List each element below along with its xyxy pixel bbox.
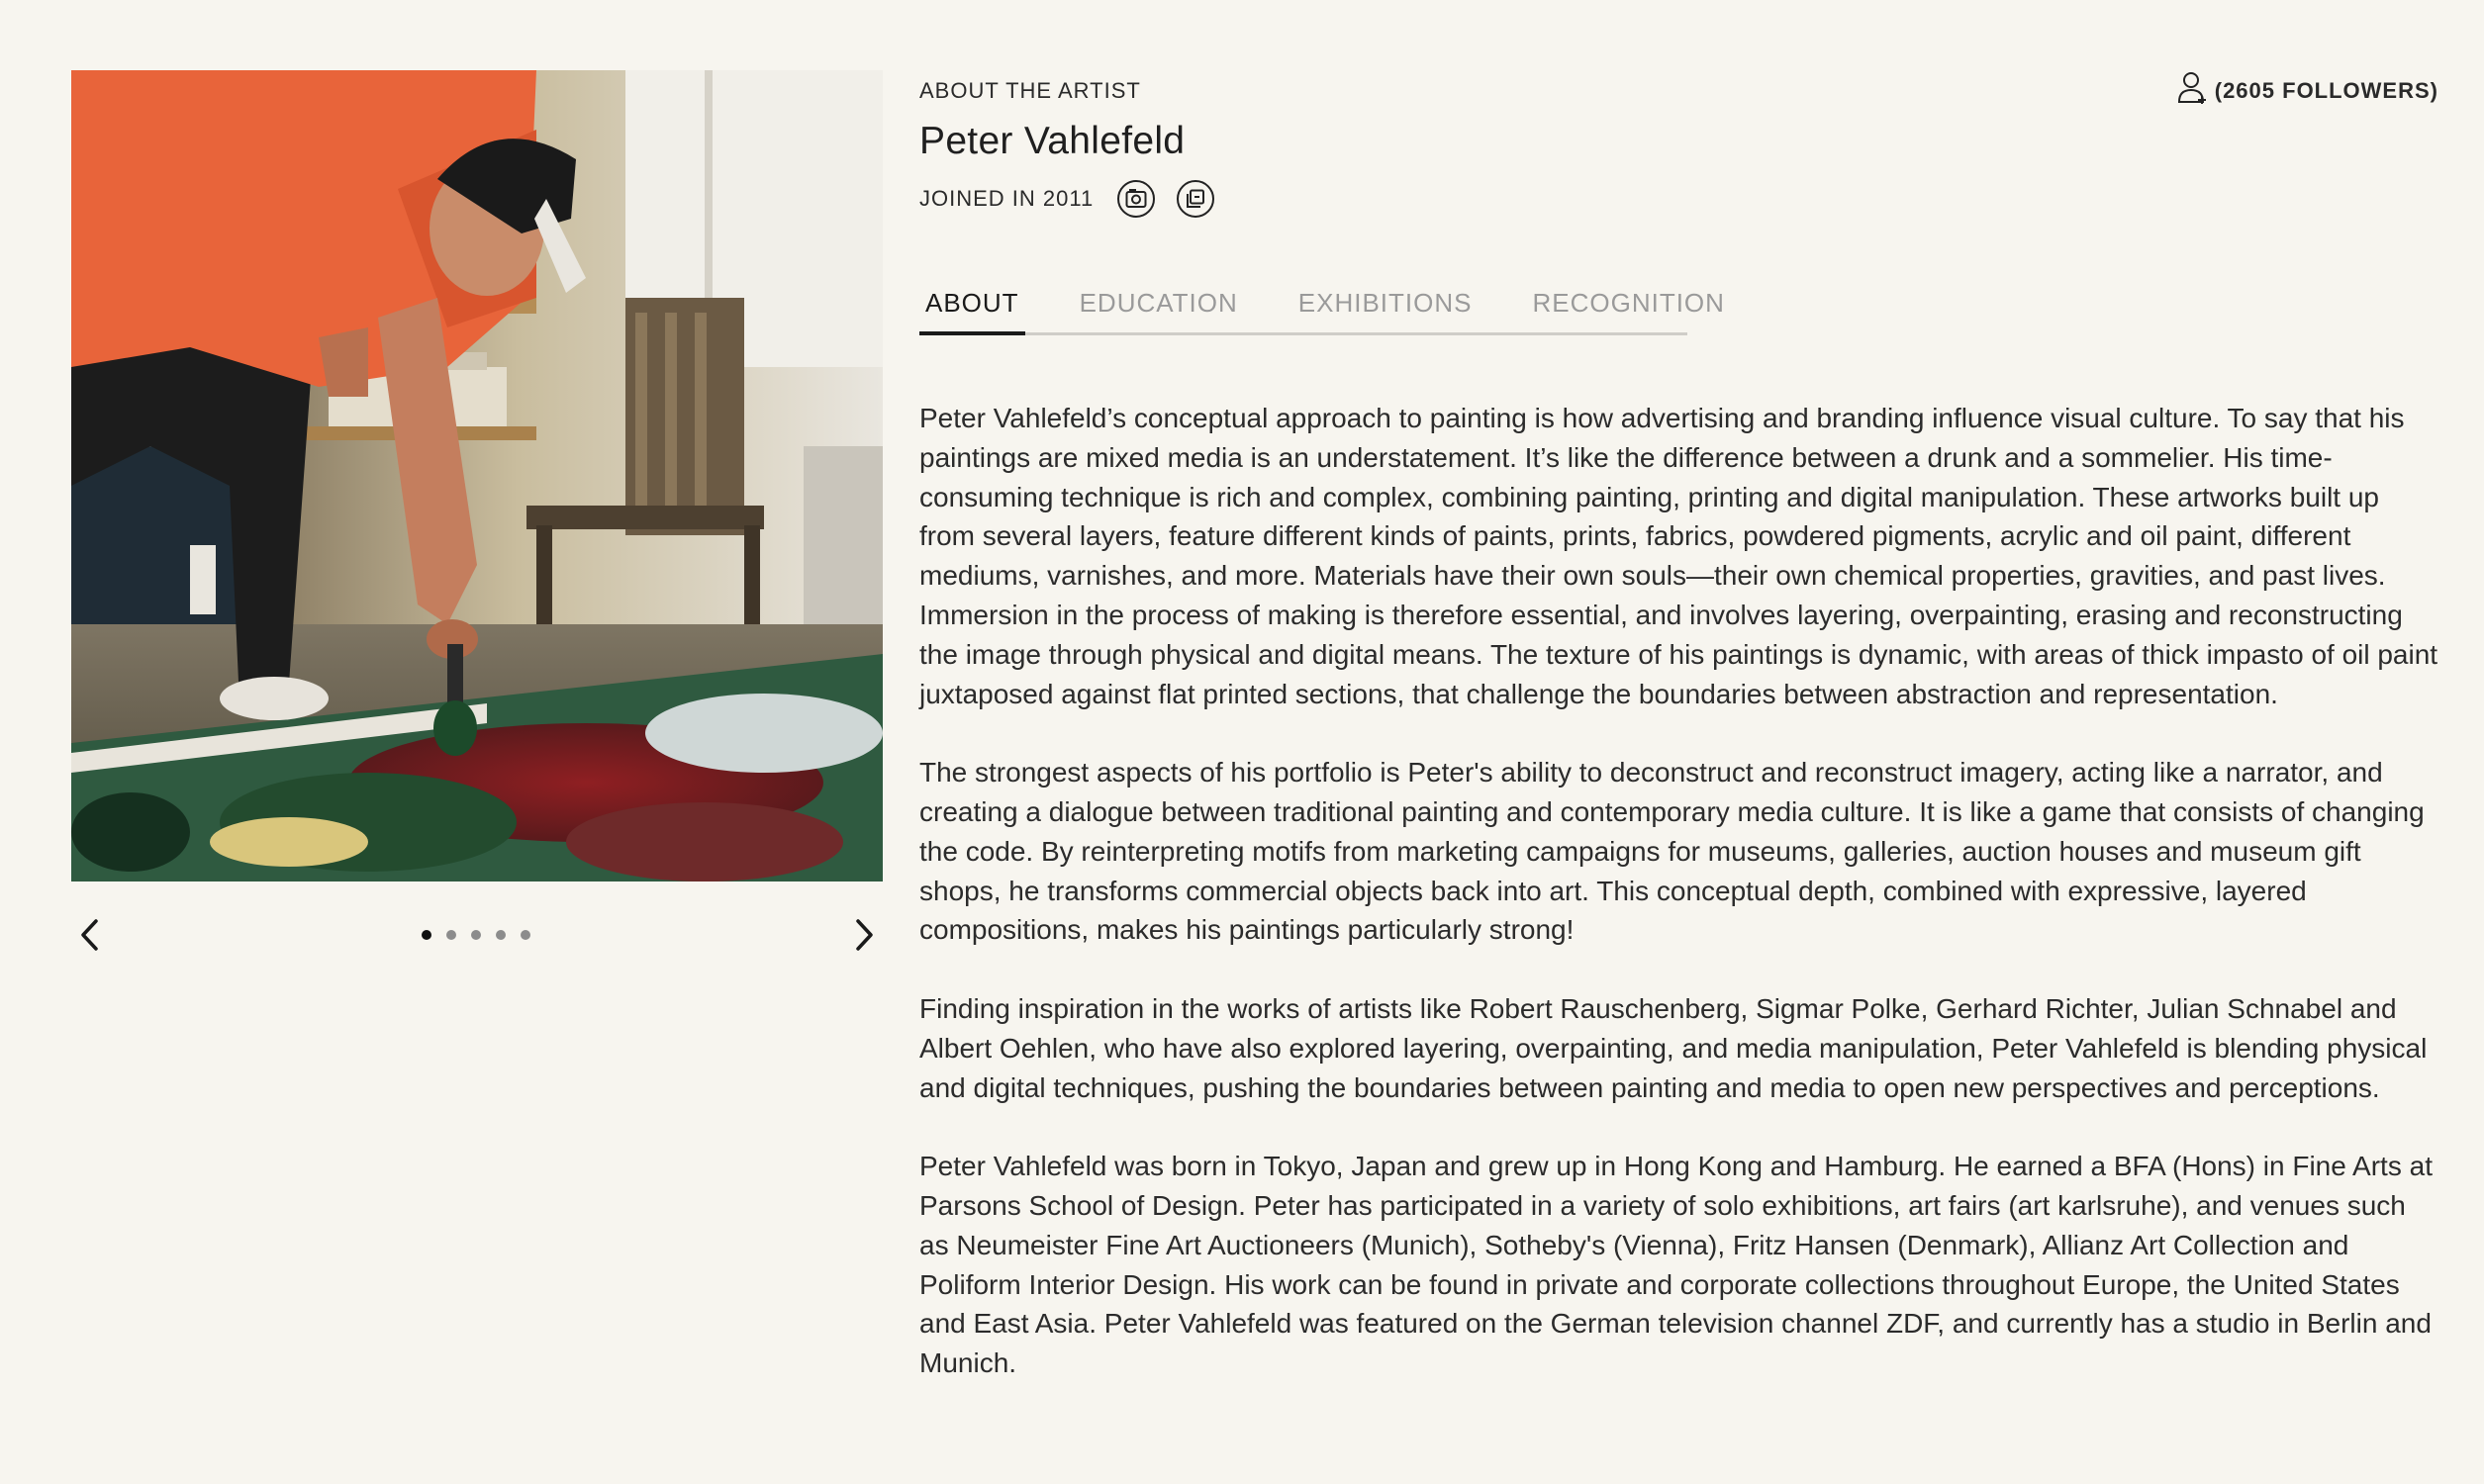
- artist-photo-image: [71, 70, 883, 881]
- chevron-left-icon[interactable]: [71, 910, 107, 960]
- chevron-right-icon[interactable]: [847, 910, 883, 960]
- tab-about[interactable]: ABOUT: [919, 288, 1025, 332]
- artist-meta: [919, 177, 2438, 221]
- bio-paragraph: Finding inspiration in the works of artists like Robert Rauschenberg, Sigmar Polke, Gerhard Richter, Julian Schnabel and Albert Oehlen, who have also explored layering, overpainting, and media manipulation, Peter Vahlefeld is blending physical and digital techniques, pushing the boundaries between painting and media to open new perspectives and perceptions.: [919, 992, 2428, 1103]
- tab-exhibitions[interactable]: EXHIBITIONS: [1297, 288, 1473, 318]
- tab-education[interactable]: EDUCATION: [1079, 288, 1238, 318]
- user-follow-icon: [2177, 70, 2207, 112]
- joined-date: JOINED IN 2011: [919, 186, 1095, 211]
- gallery-dots: [422, 910, 530, 960]
- bio-paragraph: Peter Vahlefeld’s conceptual approach to painting is how advertising and branding influence visual culture. To say that his paintings are mixed media is an understatement. It’s like the difference between a drunk and a sommelier. His time-consuming technique is rich and complex, combining painting, printing and digital manipulation. These artworks built up from several layers, feature different kinds of paints, prints, fabrics, powdered pigments, acrylic and oil paint, different mediums, varnishes, and more. Materials have their own souls—their own chemical properties, gravities, and past lives. Immersion in the process of making is therefore essential, and involves layering, overpainting, erasing and reconstructing the image through physical and digital means. The texture of his paintings is dynamic, with areas of thick impasto of oil paint juxtaposed against flat printed sections, that challenge the boundaries between abstraction and representation.: [919, 403, 2438, 709]
- tab-bar: [919, 288, 1725, 335]
- tab-recognition[interactable]: RECOGNITION: [1532, 288, 1725, 318]
- instagram-icon[interactable]: [1117, 180, 1155, 218]
- gallery-nav: [71, 910, 883, 960]
- followers-count: (2605 FOLLOWERS): [2214, 78, 2438, 103]
- bio-paragraph: Peter Vahlefeld was born in Tokyo, Japan and grew up in Hong Kong and Hamburg. He earned a BFA (Hons) in Fine Arts at Parsons School of Design. Peter has participated in a variety of solo exhibitions, art fairs (art karlsruhe), and venues such as Neumeister Fine Art Auctioneers (Munich), Sotheby's (Vienna), Fritz Hansen (Denmark), Allianz Art Collection and Poliform Interior Design. His work can be found in private and corporate collections throughout Europe, the United States and East Asia. Peter Vahlefeld was featured on the German television channel ZDF, and currently has a studio in Berlin and Munich.: [919, 1151, 2433, 1379]
- bio-paragraph: The strongest aspects of his portfolio is Peter's ability to deconstruct and reconstruct imagery, acting like a narrator, and creating a dialogue between traditional painting and contemporary media culture. It is like a game that consists of changing the code. By reinterpreting motifs from marketing campaigns for museums, galleries, auction houses and museum gift shops, he transforms commercial objects back into art. This conceptual depth, combined with expressive, layered compositions, makes his paintings particularly strong!: [919, 757, 2425, 946]
- artist-name: Peter Vahlefeld: [919, 120, 1186, 162]
- follow-button[interactable]: [2177, 70, 2438, 112]
- gallery-dot[interactable]: [422, 930, 431, 940]
- artist-photo[interactable]: [71, 70, 883, 881]
- gallery-dot[interactable]: [446, 930, 456, 940]
- gallery-dot[interactable]: [471, 930, 481, 940]
- artist-content: [919, 70, 2438, 1423]
- artist-bio: [919, 399, 2438, 1383]
- section-eyebrow: ABOUT THE ARTIST: [919, 78, 1141, 103]
- gallery-dot[interactable]: [496, 930, 506, 940]
- gallery-dot[interactable]: [521, 930, 530, 940]
- website-icon[interactable]: [1177, 180, 1214, 218]
